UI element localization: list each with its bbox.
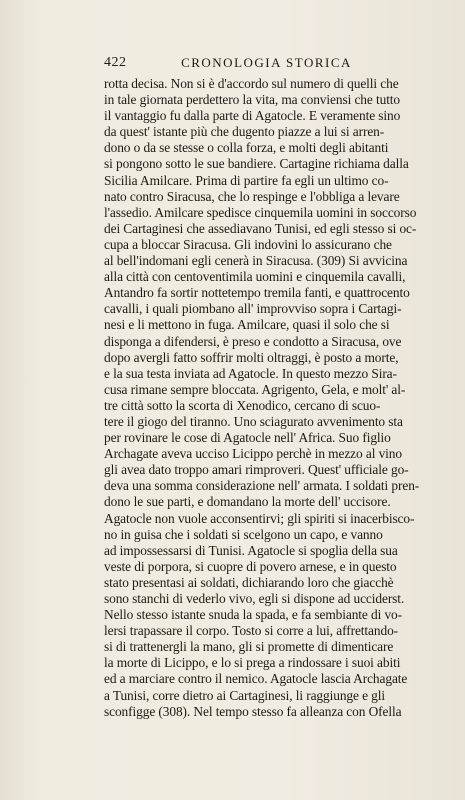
text-line: stato presentasi ai soldati, dichiarando loro che giacchè (104, 574, 394, 590)
page-header (104, 55, 429, 75)
text-line: si di trattenergli la mano, gli si promette di dimenticare (104, 639, 394, 655)
text-line: dono o da se stesse o colla forza, e molti degli abitanti (104, 140, 389, 156)
text-line: dono le sue parti, e domandano la morte dell' uccisore. (104, 494, 391, 510)
text-line: Nello stesso istante snuda la spada, e fa sembiante di vo- (104, 607, 403, 623)
text-line: veste di porpora, si cuopre di povero arnese, e in questo (104, 558, 397, 574)
text-line: no in guisa che i soldati si scelgono un capo, e vanno (104, 526, 383, 542)
text-line: dei Cartaginesi che assediavano Tunisi, ed egli stesso si oc- (104, 220, 417, 236)
text-line: si pongono sotto le sue bandiere. Cartagine richiama dalla (104, 156, 409, 172)
text-line: il vantaggio fu dalla parte di Agatocle. E veramente sino (104, 108, 401, 124)
text-line: l'assedio. Amilcare spedisce cinquemila uomini in soccorso (104, 204, 417, 220)
text-line: per rovinare le cose di Agatocle nell' Africa. Suo figlio (104, 430, 391, 446)
body-text (104, 76, 429, 720)
text-line: ad impossessarsi di Tunisi. Agatocle si spoglia della sua (104, 542, 398, 558)
text-line: sono stanchi di vederlo vivo, egli si dispone ad ucciderst. (104, 591, 405, 606)
text-line: cupa a bloccar Siracusa. Gli indovini lo assicurano che (104, 236, 392, 252)
text-line: Antandro fa sortir nottetempo tremila fanti, e quattrocento (104, 285, 410, 301)
text-line: lersi trapassare il corpo. Tosto si corre a lui, affrettando- (104, 623, 399, 639)
text-line: rotta decisa. Non si è d'accordo sul numero di quelli che (104, 76, 399, 91)
text-line: Sicilia Amilcare. Prima di partire fa egli un ultimo co- (104, 172, 389, 188)
text-line: e la sua testa inviata ad Agatocle. In questo mezzo Sira- (104, 365, 397, 381)
text-line: in tale giornata perdettero la vita, ma conviensi che tutto (104, 92, 401, 108)
text-line: sconfigge (308). Nel tempo stesso fa alleanza con Ofella (104, 703, 402, 719)
text-line: gli avea dato troppo amari rimproveri. Quest' ufficiale go- (104, 462, 409, 478)
text-line: al bell'indomani egli cenerà in Siracusa. (309) Si avvicina (104, 253, 408, 269)
text-line: cavalli, i quali piombano all' improvviso sopra i Cartagi- (104, 301, 402, 317)
text-line: cusa rimane sempre bloccata. Agrigento, Gela, e molt' al- (104, 381, 406, 397)
text-line: tere il giogo del tiranno. Uno sciagurato avvenimento sta (104, 413, 403, 429)
text-line: a Tunisi, corre dietro ai Cartaginesi, li raggiunge e gli (104, 687, 386, 703)
text-line: la morte di Licippo, e lo si prega a rindossare i suoi abiti (104, 655, 401, 671)
text-line: nato contro Siracusa, che lo respinge e l'obbliga a levare (104, 188, 400, 204)
text-line: nesi e li mettono in fuga. Amilcare, quasi il solo che si (104, 317, 390, 333)
text-line: da quest' istante più che dugento piazze a lui si arren- (104, 124, 385, 140)
text-line: tre città sotto la scorta di Xenodico, cercano di scuo- (104, 397, 381, 413)
text-line: disponga a difendersi, è preso e condotto a Siracusa, ove (104, 333, 402, 349)
text-line: dopo avergli fatto soffrir molti oltraggi, è posto a morte, (104, 349, 399, 365)
text-line: Archagate aveva ucciso Licippo perchè in mezzo al vino (104, 446, 402, 462)
text-line: Agatocle non vuole acconsentirvi; gli spiriti si inacerbisco- (104, 510, 415, 526)
text-line: deva una somma considerazione nell' armata. I soldati pren- (104, 478, 420, 494)
text-line: alla città con centoventimila uomini e cinquemila cavalli, (104, 269, 406, 285)
running-title: CRONOLOGIA STORICA (181, 55, 352, 70)
page-number: 422 (104, 55, 127, 70)
text-line: ed a marciare contro il nemico. Agatocle lascia Archagate (104, 671, 408, 687)
